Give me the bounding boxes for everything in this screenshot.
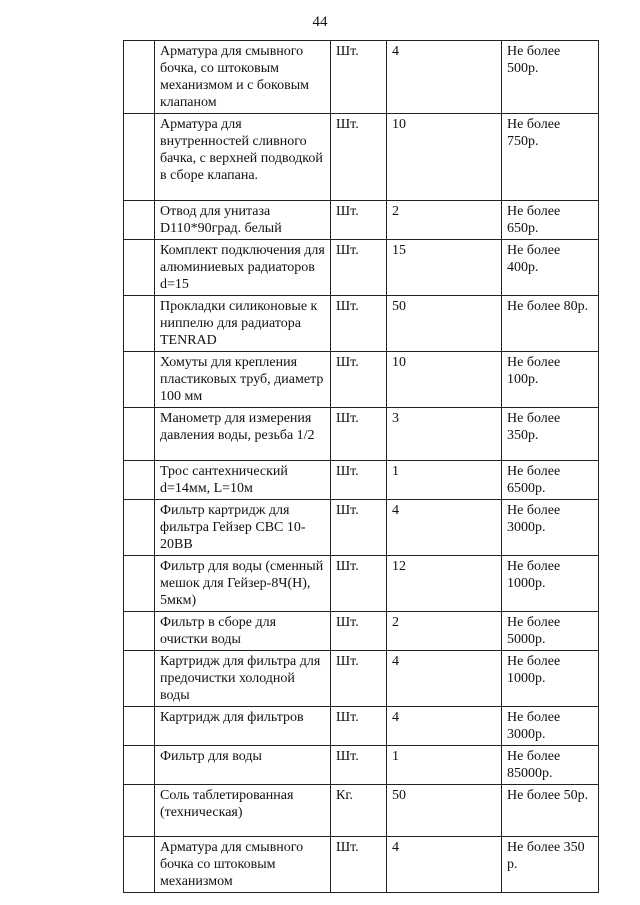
price-cell: Не более 350 р. bbox=[502, 837, 599, 893]
table-row bbox=[124, 461, 599, 500]
quantity-cell: 10 bbox=[387, 114, 502, 201]
quantity-cell: 2 bbox=[387, 201, 502, 240]
unit-cell: Шт. bbox=[331, 240, 387, 296]
quantity-cell: 3 bbox=[387, 408, 502, 461]
row-number-cell bbox=[124, 240, 155, 296]
table-row bbox=[124, 352, 599, 408]
price-cell: Не более 85000р. bbox=[502, 746, 599, 785]
unit-cell: Кг. bbox=[331, 785, 387, 837]
unit-cell: Шт. bbox=[331, 556, 387, 612]
price-cell: Не более 650р. bbox=[502, 201, 599, 240]
unit-cell: Шт. bbox=[331, 41, 387, 114]
item-name-cell: Фильтр картридж для фильтра Гейзер CBC 10-20BB bbox=[155, 500, 331, 556]
table-row bbox=[124, 41, 599, 114]
table-row bbox=[124, 500, 599, 556]
table-row bbox=[124, 240, 599, 296]
unit-cell: Шт. bbox=[331, 500, 387, 556]
row-number-cell bbox=[124, 651, 155, 707]
table-row bbox=[124, 837, 599, 893]
quantity-cell: 2 bbox=[387, 612, 502, 651]
item-name-cell: Комплект подключения для алюминиевых радиаторов d=15 bbox=[155, 240, 331, 296]
unit-cell: Шт. bbox=[331, 707, 387, 746]
price-cell: Не более 1000р. bbox=[502, 651, 599, 707]
item-name-cell: Отвод для унитаза D110*90град. белый bbox=[155, 201, 331, 240]
item-name-cell: Арматура для смывного бочка, со штоковым механизмом и с боковым клапаном bbox=[155, 41, 331, 114]
quantity-cell: 12 bbox=[387, 556, 502, 612]
table-row bbox=[124, 707, 599, 746]
item-name-cell: Манометр для измерения давления воды, резьба 1/2 bbox=[155, 408, 331, 461]
price-cell: Не более 100р. bbox=[502, 352, 599, 408]
unit-cell: Шт. bbox=[331, 201, 387, 240]
price-cell: Не более 750р. bbox=[502, 114, 599, 201]
page-number: 44 bbox=[312, 14, 328, 30]
quantity-cell: 1 bbox=[387, 746, 502, 785]
row-number-cell bbox=[124, 408, 155, 461]
unit-cell: Шт. bbox=[331, 114, 387, 201]
row-number-cell bbox=[124, 296, 155, 352]
row-number-cell bbox=[124, 746, 155, 785]
row-number-cell bbox=[124, 500, 155, 556]
price-cell: Не более 3000р. bbox=[502, 500, 599, 556]
quantity-cell: 1 bbox=[387, 461, 502, 500]
row-number-cell bbox=[124, 461, 155, 500]
quantity-cell: 4 bbox=[387, 500, 502, 556]
item-name-cell: Арматура для внутренностей сливного бачка, с верхней подводкой в сборе клапана. bbox=[155, 114, 331, 201]
quantity-cell: 50 bbox=[387, 785, 502, 837]
price-cell: Не более 400р. bbox=[502, 240, 599, 296]
row-number-cell bbox=[124, 556, 155, 612]
items-table bbox=[123, 40, 599, 893]
table-row bbox=[124, 785, 599, 837]
quantity-cell: 4 bbox=[387, 651, 502, 707]
items-table-body bbox=[124, 41, 599, 893]
quantity-cell: 15 bbox=[387, 240, 502, 296]
unit-cell: Шт. bbox=[331, 651, 387, 707]
price-cell: Не более 50р. bbox=[502, 785, 599, 837]
unit-cell: Шт. bbox=[331, 296, 387, 352]
unit-cell: Шт. bbox=[331, 746, 387, 785]
unit-cell: Шт. bbox=[331, 461, 387, 500]
item-name-cell: Картридж для фильтра для предочистки холодной воды bbox=[155, 651, 331, 707]
item-name-cell: Фильтр для воды bbox=[155, 746, 331, 785]
item-name-cell: Прокладки силиконовые к ниппелю для радиатора TENRAD bbox=[155, 296, 331, 352]
row-number-cell bbox=[124, 612, 155, 651]
price-cell: Не более 80р. bbox=[502, 296, 599, 352]
row-number-cell bbox=[124, 201, 155, 240]
price-cell: Не более 1000р. bbox=[502, 556, 599, 612]
table-row bbox=[124, 612, 599, 651]
row-number-cell bbox=[124, 785, 155, 837]
quantity-cell: 4 bbox=[387, 707, 502, 746]
item-name-cell: Арматура для смывного бочка со штоковым механизмом bbox=[155, 837, 331, 893]
row-number-cell bbox=[124, 114, 155, 201]
row-number-cell bbox=[124, 837, 155, 893]
row-number-cell bbox=[124, 707, 155, 746]
item-name-cell: Хомуты для крепления пластиковых труб, диаметр 100 мм bbox=[155, 352, 331, 408]
item-name-cell: Фильтр для воды (сменный мешок для Гейзер-8Ч(Н), 5мкм) bbox=[155, 556, 331, 612]
quantity-cell: 4 bbox=[387, 41, 502, 114]
table-row bbox=[124, 746, 599, 785]
item-name-cell: Трос сантехнический d=14мм, L=10м bbox=[155, 461, 331, 500]
item-name-cell: Фильтр в сборе для очистки воды bbox=[155, 612, 331, 651]
quantity-cell: 10 bbox=[387, 352, 502, 408]
unit-cell: Шт. bbox=[331, 408, 387, 461]
price-cell: Не более 3000р. bbox=[502, 707, 599, 746]
table-row bbox=[124, 296, 599, 352]
table-row bbox=[124, 651, 599, 707]
price-cell: Не более 5000р. bbox=[502, 612, 599, 651]
row-number-cell bbox=[124, 352, 155, 408]
quantity-cell: 4 bbox=[387, 837, 502, 893]
price-cell: Не более 350р. bbox=[502, 408, 599, 461]
table-row bbox=[124, 201, 599, 240]
unit-cell: Шт. bbox=[331, 837, 387, 893]
unit-cell: Шт. bbox=[331, 352, 387, 408]
item-name-cell: Картридж для фильтров bbox=[155, 707, 331, 746]
price-cell: Не более 500р. bbox=[502, 41, 599, 114]
price-cell: Не более 6500р. bbox=[502, 461, 599, 500]
unit-cell: Шт. bbox=[331, 612, 387, 651]
table-row bbox=[124, 408, 599, 461]
quantity-cell: 50 bbox=[387, 296, 502, 352]
item-name-cell: Соль таблетированная (техническая) bbox=[155, 785, 331, 837]
row-number-cell bbox=[124, 41, 155, 114]
table-row bbox=[124, 114, 599, 201]
table-row bbox=[124, 556, 599, 612]
